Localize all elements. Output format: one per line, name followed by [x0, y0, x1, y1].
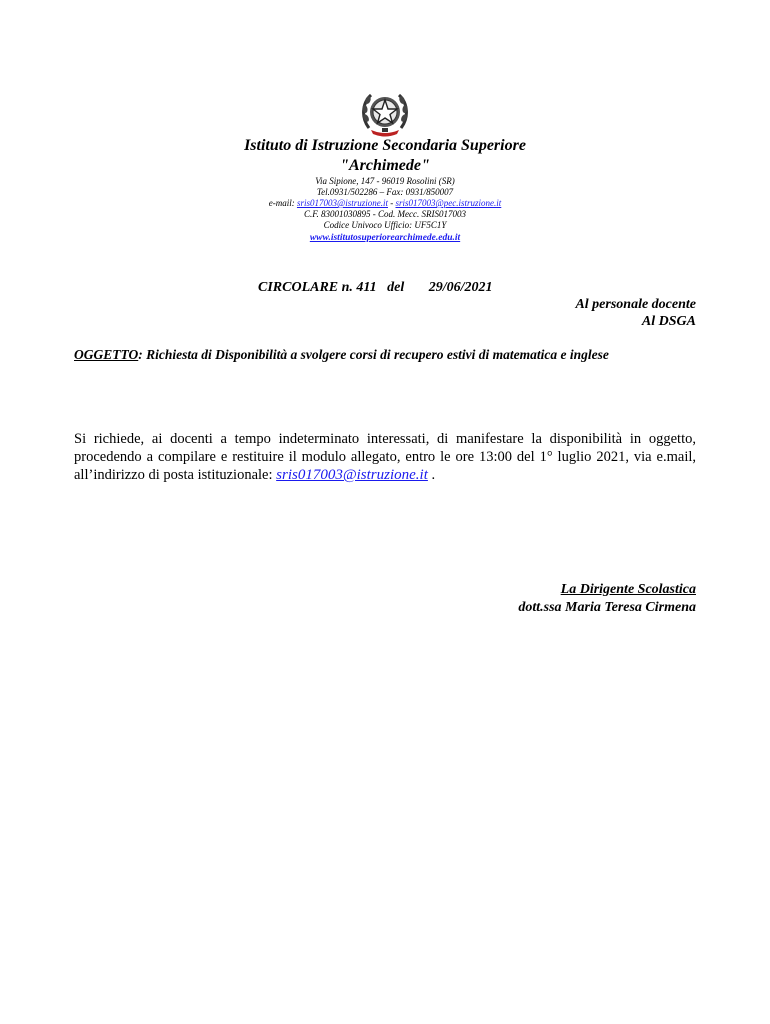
email-prefix: e-mail: [268, 198, 297, 208]
signature-role: La Dirigente Scolastica [560, 582, 696, 597]
signature-name: dott.ssa Maria Teresa Cirmena [518, 600, 696, 615]
phone-fax-line: Tel.0931/502286 – Fax: 0931/850007 [316, 187, 454, 197]
body-paragraph [74, 430, 696, 484]
subject-label: OGGETTO [74, 347, 139, 362]
recipient-teachers: Al personale docente [575, 297, 696, 312]
italian-republic-emblem-icon [359, 88, 411, 140]
email-separator: - [388, 198, 396, 208]
body-email-link[interactable]: sris017003@istruzione.it [276, 467, 428, 483]
email-line [0, 198, 770, 209]
recipient-dsga: Al DSGA [641, 314, 696, 329]
signature-block [518, 581, 696, 617]
recipients [575, 296, 696, 330]
institute-pec-link[interactable]: sris017003@pec.istruzione.it [395, 198, 502, 208]
subject-text: : Richiesta di Disponibilità a svolgere corsi di recupero estivi di matematica e inglese [138, 347, 609, 362]
institute-subname: "Archimede" [340, 157, 430, 174]
institute-email-link[interactable]: sris017003@istruzione.it [296, 198, 388, 208]
subject-line [74, 347, 609, 363]
body-suffix: . [427, 467, 436, 483]
website-line [0, 233, 770, 244]
website-link[interactable]: www.istitutosuperiorearchimede.edu.it [309, 233, 461, 243]
body-text: Si richiede, ai docenti a tempo indeterminato interessati, di manifestare la disponibilità in oggetto, procedendo a compilare e restituire il modulo allegato, entro le ore 13:00 del 1° luglio 2021, via e.mail, all’indirizzo di posta istituzionale: [74, 431, 696, 483]
circolare-number-date: CIRCOLARE n. 411 del 29/06/2021 [258, 280, 493, 295]
fiscal-code-line: C.F. 83001030895 - Cod. Mecc. SRIS017003 [303, 209, 467, 219]
institute-name: Istituto di Istruzione Secondaria Superiore [244, 137, 526, 154]
office-code-line: Codice Univoco Ufficio: UF5C1Y [323, 220, 447, 230]
address-line: Via Sipione, 147 - 96019 Rosolini (SR) [315, 176, 455, 186]
